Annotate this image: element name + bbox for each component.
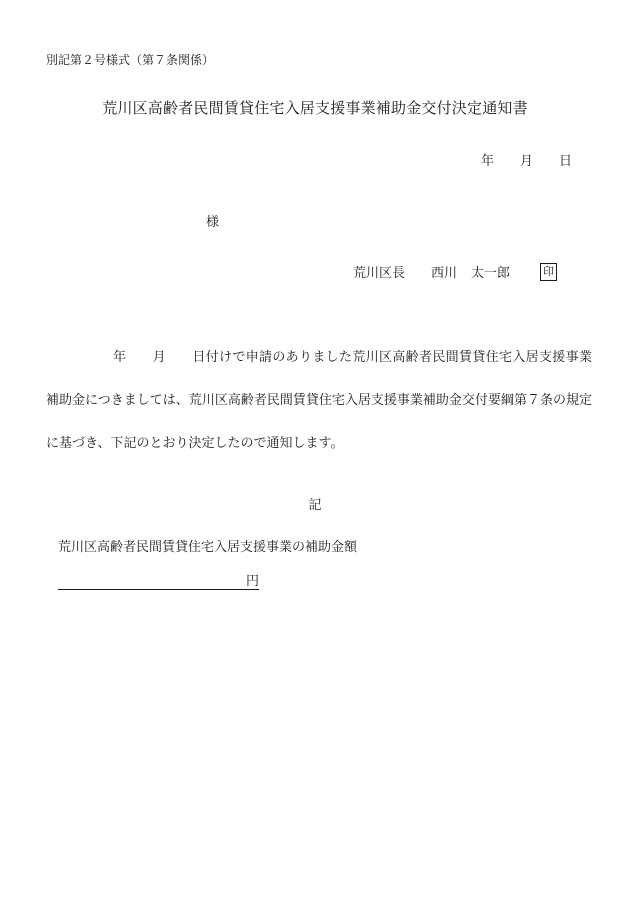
subsidy-amount-field: [58, 575, 259, 590]
amount-blank-line: [58, 575, 246, 590]
issuer-given-name: 太一郎: [471, 266, 511, 281]
issuer-block: [353, 262, 557, 281]
form-number-label: 別記第２号様式（第７条関係）: [46, 53, 215, 67]
amount-unit-yen: 円: [246, 574, 260, 589]
date-year-label: 年: [480, 154, 494, 169]
date-month-label: 月: [519, 154, 533, 169]
body-month-label: 月: [152, 350, 167, 365]
document-title: 荒川区高齢者民間賃貸住宅入居支援事業補助金交付決定通知書: [102, 99, 528, 117]
issue-date: [481, 150, 572, 169]
subsidy-amount-label: 荒川区高齢者民間賃貸住宅入居支援事業の補助金額: [58, 540, 358, 555]
issuer-surname: 西川: [431, 266, 458, 281]
notice-body: [46, 336, 592, 465]
body-year-label: 年: [113, 350, 127, 365]
body-text: 日付けで申請のありました荒川区高齢者民間賃貸住宅入居支援事業補助金につきましては、荒川区高齢者民間賃貸住宅入居支援事業補助金交付要綱第７条の規定に基づき、下記のとおり決定したので通知します。: [46, 350, 592, 451]
recipient-honorific: 様: [206, 215, 220, 230]
kigo-heading: 記: [308, 498, 322, 513]
issuer-title: 荒川区長: [353, 266, 406, 281]
seal-stamp-icon: 印: [540, 263, 557, 281]
date-day-label: 日: [558, 154, 572, 169]
